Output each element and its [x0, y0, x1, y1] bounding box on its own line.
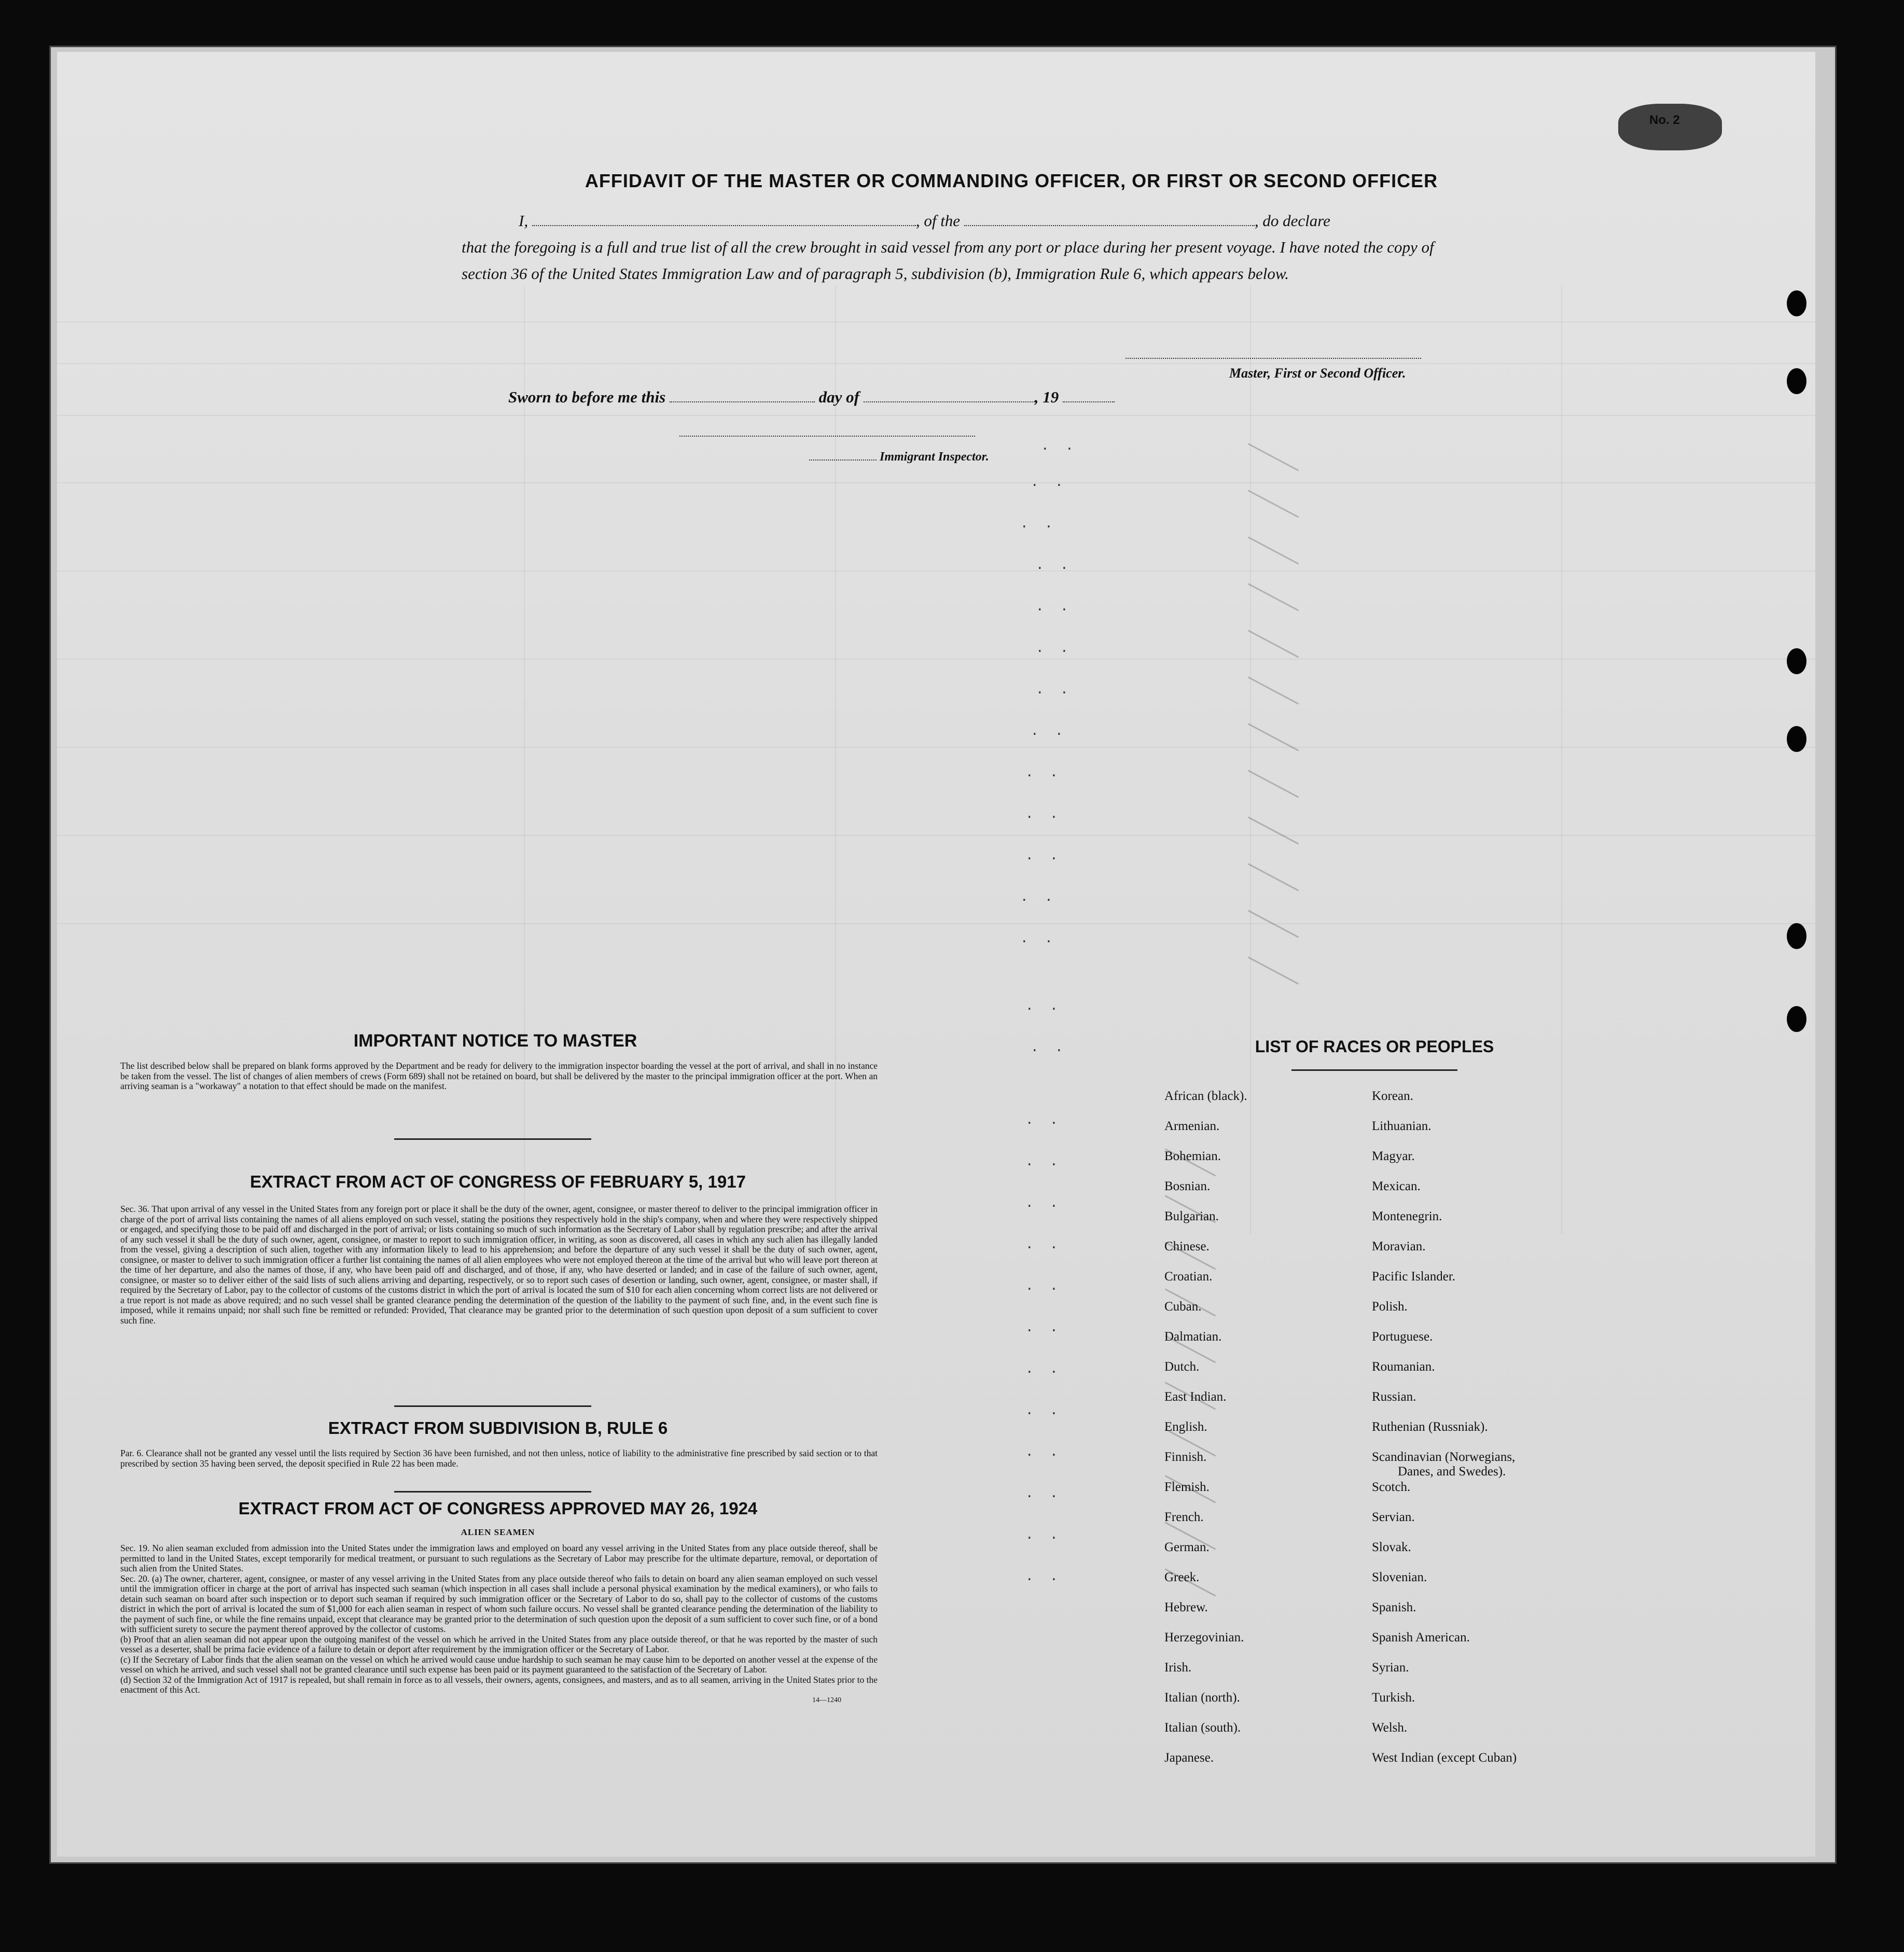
- race-item: Korean.: [1372, 1089, 1413, 1103]
- ink-blot: [1618, 104, 1722, 150]
- race-item: Russian.: [1372, 1390, 1416, 1404]
- sec-20d: (d) Section 32 of the Immigration Act of 1917 is repealed, but shall remain in force as to all vessels, their owners, agents, consignees, and masters, and as to all seamen, arriving in the United States prior to the enactment of this Act.: [120, 1674, 878, 1695]
- sworn-day-field[interactable]: [670, 388, 815, 402]
- race-item: Servian.: [1372, 1510, 1415, 1524]
- sworn-year-field[interactable]: [1063, 388, 1115, 402]
- sworn-year: , 19: [1034, 388, 1059, 406]
- race-item: Hebrew.: [1164, 1600, 1208, 1614]
- extract-1917-title: EXTRACT FROM ACT OF CONGRESS OF FEBRUARY 5, 1917: [250, 1172, 746, 1191]
- race-item: German.: [1164, 1540, 1210, 1554]
- sec-20b: (b) Proof that an alien seaman did not appear upon the outgoing manifest of the vessel on which he arrived in the United States from any place outside thereof, or that he was reported by the master of such vessel as a deserter, shall be prima facie evidence of a failure to detain or deport after requirement by the immigration officer or the Secretary of Labor.: [120, 1634, 878, 1654]
- race-item: Mexican.: [1372, 1179, 1421, 1193]
- bleed-col: [835, 285, 836, 1234]
- notice-title: IMPORTANT NOTICE TO MASTER: [353, 1031, 637, 1051]
- sworn-month-field[interactable]: [864, 388, 1035, 402]
- race-item: African (black).: [1164, 1089, 1247, 1103]
- affidavit-body: [462, 207, 1473, 287]
- race-item: Italian (south).: [1164, 1721, 1241, 1735]
- extract-rule6-body: Par. 6. Clearance shall not be granted any vessel until the lists required by Section 36 have been furnished, and not then unless, notice of liability to the administrative fine prescribed by said section or to that prescribed by section 35 having been served, the deposit specified in Rule 22 has been made.: [120, 1448, 878, 1469]
- inspector-line[interactable]: [679, 436, 975, 437]
- race-item: Slovenian.: [1372, 1570, 1427, 1584]
- race-item: Moravian.: [1372, 1239, 1426, 1253]
- race-item: Montenegrin.: [1372, 1209, 1442, 1223]
- manifest-page: AFFIDAVIT OF THE MASTER OR COMMANDING OFFICER, OR FIRST OR SECOND OFFICER I, , of the , do declare that the foregoing is a full and true list of all the crew brought in said vessel from any port or place during her present voyage. I have noted the copy of section 36 of the United States Immigration Law and of paragraph 5, subdivision (b), Immigration Rule 6, which appears below. Master, First or Second Officer. Sworn to before me this day of , 19 Immigrant Inspector. . . . . . . . . . . . . . . . . . . . . . . . . . . . . . . . . . . . . . . . . . . . . . . . . . . . . . . IMPORTANT NOTICE TO MASTER The list described below shall be prepared on blank forms approved by the Department and be ready for delivery to the immigration inspector boarding the vessel at the port of arrival, and shall in no instance be taken from the vessel. The list of changes of alien members of crews (Form 689) shall not be retained on board, but shall be delivered by the master to the principal immigration officer at the port. When an arriving seaman is a "workaway" a notation to that effect should be made on the manifest. EXTRACT FROM ACT OF CONGRESS OF FEBRUARY 5, 1917 Sec. 36. That upon arrival of any vessel in the United States from any foreign port or place it shall be the duty of the owner, agent, consignee, or master thereof to deliver to the principal immigration officer in charge of the port of arrival lists containing the names of all aliens employed on such vessel, stating the positions they respectively hold in the ship's company, when and where they were respectively shipped or engaged, and specifying those to be paid off and discharged in the port of arrival; or lists containing so much of such information as the Secretary of Labor shall by regulation prescribe; and after the arrival of any such vessel it shall be the duty of such owner, agent, consignee, or master to report to such immigration officer, in writing, as soon as discovered, all cases in which any such alien has illegally landed from the vessel, giving a description of such alien, together with any information likely to lead to his apprehension; and before the departure of any such vessel it shall be the duty of such owner, agent, consignee, or master to deliver to such immigration officer a further list containing the names of all alien employees who were not employed thereon at the time of the arrival but who will leave port thereon at the time of her departure, and also the names of those, if any, who have been paid off and discharged, and of those, if any, who have deserted or landed; and in case of the failure of such owner, agent, consignee, or master so to deliver either of the said lists of such aliens arriving and departing, respectively, or so to report such cases of desertion or landing, such owner, agent, consignee, or master shall, if required by the Secretary of Labor, pay to the collector of customs of the customs district in which the port of arrival is located the sum of $10 for each alien concerning whom correct lists are not delivered or a true report is not made as above required; and no such vessel shall be granted clearance pending the determination of the question of the liability to the payment of such fine, and, in the event such fine is imposed, while it remains unpaid; nor shall such fine be remitted or refunded: Provided, That clearance may be granted prior to the determination of such question upon deposit of a sum sufficient to cover such fine. EXTRACT FROM SUBDIVISION B, RULE 6 Par. 6. Clearance shall not be granted any vessel until the lists required by Section 36 have been furnished, and not then unless, notice of liability to the administrative fine prescribed by said section or to that prescribed by section 35 having been served, the deposit specified in Rule 22 has been made. EXTRACT FROM ACT OF CONGRESS APPROVED MAY 26, 1924 ALIEN SEAMEN Sec. 19. No alien seaman excluded from admission into the United States under the immigration laws and employed on board any vessel arriving in the United States from any place outside thereof, shall be permitted to land in the United States, except temporarily for medical treatment, or pursuant to such regulations as the Secretary of Labor may prescribe for the ultimate departure, removal, or deportation of such alien from the United States. Sec. 20. (a) The owner, charterer, agent, consignee, or master of any vessel arriving in the United States from any place outside thereof who fails to detain on board any alien seaman employed on such vessel until the immigration officer in charge at the port of arrival has inspected such seaman (which inspection in all cases shall include a personal physical examination by the medical examiners), or who fails to detain such seaman on board after such inspection or to deport such seaman if required by such immigration officer or the Secretary of Labor to do so, shall pay to the collector of customs of the customs district in which the port of arrival is located the sum of $1,000 for each alien seaman in respect of whom such failure occurs. No vessel shall be granted clearance pending the determination of the liability to the payment of such fine, or while the fine remains unpaid, except that clearance may be granted prior to the determination of such question upon the deposit of a sum sufficient to cover such fine, or of a bond with sufficient surety to secure the payment thereof approved by the collector of customs. (b) Proof that an alien seaman did not appear upon the outgoing manifest of the vessel on which he arrived in the United States from any place outside thereof, or that he was reported by the master of such vessel as a deserter, shall be prima facie evidence of a failure to detain or deport after requirement by the immigration officer or the Secretary of Labor. (c) If the Secretary of Labor finds that the alien seaman on the vessel on which he arrived would cause undue hardship to such seaman he may cause him to be deported on another vessel at the expense of the vessel on which he arrived, and such vessel shall not be granted clearance until such expense has been paid or its payment guaranteed to the satisfaction of the Secretary of Labor. (d) Section 32 of the Immigration Act of 1917 is repealed, but shall remain in force as to all vessels, their owners, agents, consignees, and masters, and as to all seamen, arriving in the United States prior to the enactment of this Act. 14—1240 LIST OF RACES OR PEOPLES African (black). Armenian. Bohemian. Bosnian. Bulgarian. Chinese. Croatian. Cuban. Dalmatian. Dutch. East Indian. English. Finnish. Flemish. French. German. Greek. Hebrew. Herzegovinian. Irish. Italian (north). Italian (south). Japanese. Korean. Lithuanian. Magyar. Mexican. Montenegrin. Moravian. Pacific Islander. Polish. Portuguese. Roumanian. Russian. Ruthenian (Russniak). Scandinavian (Norwegians, Danes, and Swedes). Scotch. Servian. Slovak. Slovenian. Spanish. Spanish American. Syrian. Turkish. Welsh. West Indian (except Cuban): [57, 52, 1815, 1857]
- race-item: Bosnian.: [1164, 1179, 1211, 1193]
- race-item: Bulgarian.: [1164, 1209, 1219, 1223]
- divider: [394, 1405, 591, 1407]
- bleed-col: [1561, 285, 1562, 1234]
- race-item: Greek.: [1164, 1570, 1200, 1584]
- race-item: Pacific Islander.: [1372, 1270, 1456, 1284]
- race-item: Italian (north).: [1164, 1691, 1240, 1705]
- race-item: Lithuanian.: [1372, 1119, 1432, 1133]
- bleed-rule: [57, 747, 1815, 748]
- race-item: Polish.: [1372, 1300, 1408, 1314]
- extract-1924-title: EXTRACT FROM ACT OF CONGRESS APPROVED MAY 26, 1924: [238, 1499, 758, 1518]
- handwriting-faint: [1214, 1722, 1219, 1748]
- extract-rule6-title: EXTRACT FROM SUBDIVISION B, RULE 6: [328, 1418, 668, 1438]
- race-item: Ruthenian (Russniak).: [1372, 1420, 1488, 1434]
- extract-1924-body: [120, 1543, 878, 1705]
- race-item: Cuban.: [1164, 1300, 1202, 1314]
- race-item: Japanese.: [1164, 1751, 1214, 1765]
- race-item: Spanish.: [1372, 1600, 1416, 1614]
- affidavit-of: , of the: [915, 212, 961, 230]
- sec-19: Sec. 19. No alien seaman excluded from admission into the United States under the immigration laws and employed on board any vessel arriving in the United States from any place outside thereof, shall be permitted to land in the United States, except temporarily for medical treatment, or pursuant to such regulations as the Secretary of Labor may prescribe for the ultimate departure, removal, or deportation of such alien from the United States.: [120, 1543, 878, 1573]
- form-number: 14—1240: [812, 1696, 841, 1704]
- race-item: Dalmatian.: [1164, 1330, 1222, 1344]
- race-item: Croatian.: [1164, 1270, 1213, 1284]
- affidavit-title: AFFIDAVIT OF THE MASTER OR COMMANDING OFFICER, OR FIRST OR SECOND OFFICER: [585, 170, 1438, 191]
- race-item: Danes, and Swedes).: [1398, 1465, 1506, 1479]
- race-item: Bohemian.: [1164, 1149, 1221, 1163]
- sec-20c: (c) If the Secretary of Labor finds that the alien seaman on the vessel on which he arrived would cause undue hardship to such seaman he may cause him to be deported on another vessel at the expense of the vessel on which he arrived, and such vessel shall not be granted clearance until such expense has been paid or its payment guaranteed to the satisfaction of the Secretary of Labor.: [120, 1654, 878, 1675]
- affidavit-i: I,: [519, 212, 529, 230]
- bleed-col: [524, 285, 525, 1234]
- race-item: Welsh.: [1372, 1721, 1408, 1735]
- bleed-rule: [57, 923, 1815, 924]
- signature-line[interactable]: [1125, 358, 1421, 359]
- race-item: English.: [1164, 1420, 1207, 1434]
- divider: [1291, 1069, 1457, 1071]
- race-item: East Indian.: [1164, 1390, 1227, 1404]
- race-item: Chinese.: [1164, 1239, 1210, 1253]
- affidavit-line-1: [462, 207, 1473, 234]
- bleed-rule: [57, 570, 1815, 571]
- inspector-label-text: Immigrant Inspector.: [880, 450, 989, 464]
- sworn-line: [508, 388, 1115, 407]
- divider: [394, 1138, 591, 1140]
- race-item: Armenian.: [1164, 1119, 1220, 1133]
- notice-body: The list described below shall be prepared on blank forms approved by the Department and be ready for delivery to the immigration inspector boarding the vessel at the port of arrival, and shall in no instance be taken from the vessel. The list of changes of alien members of crews (Form 689) shall not be retained on board, but shall be delivered by the master to the principal immigration officer at the port. When an arriving seaman is a "workaway" a notation to that effect should be made on the manifest.: [120, 1061, 878, 1091]
- race-item: Roumanian.: [1372, 1360, 1435, 1374]
- race-item: Herzegovinian.: [1164, 1630, 1244, 1644]
- extract-1924-subtitle: ALIEN SEAMEN: [461, 1527, 535, 1537]
- affidavit-statement: that the foregoing is a full and true list of all the crew brought in said vessel from any port or place during her present voyage. I have noted the copy of section 36 of the United States Immigration Law and of paragraph 5, subdivision (b), Immigration Rule 6, which appears below.: [462, 238, 1434, 283]
- bleed-rule: [57, 363, 1815, 364]
- race-item: Turkish.: [1372, 1691, 1415, 1705]
- binder-hole: [1787, 1006, 1806, 1032]
- race-item: Slovak.: [1372, 1540, 1411, 1554]
- binder-hole: [1787, 290, 1806, 316]
- race-item: Portuguese.: [1372, 1330, 1433, 1344]
- bleed-rule: [57, 659, 1815, 660]
- race-item: Irish.: [1164, 1661, 1192, 1675]
- race-item: Magyar.: [1372, 1149, 1415, 1163]
- bleed-rule: [57, 482, 1815, 483]
- bleed-col: [1250, 285, 1251, 1234]
- races-title: LIST OF RACES OR PEOPLES: [1255, 1037, 1494, 1056]
- sec-20a: Sec. 20. (a) The owner, charterer, agent, consignee, or master of any vessel arriving in the United States from any place outside thereof who fails to detain on board any alien seaman employed on such vessel until the immigration officer in charge at the port of arrival has inspected such seaman (which inspection in all cases shall include a personal physical examination by the medical examiners), or who fails to detain such seaman on board after such inspection or to deport such seaman if required by such immigration officer or the Secretary of Labor to do so, shall pay to the collector of customs of the customs district in which the port of arrival is located the sum of $1,000 for each alien seaman in respect of whom such failure occurs. No vessel shall be granted clearance pending the determination of the liability to the payment of such fine, or while the fine remains unpaid, except that clearance may be granted prior to the determination of such question upon the deposit of a sum sufficient to cover such fine, or of a bond with sufficient surety to secure the payment thereof approved by the collector of customs.: [120, 1573, 878, 1634]
- extract-1917-body: Sec. 36. That upon arrival of any vessel in the United States from any foreign port or place it shall be the duty of the owner, agent, consignee, or master thereof to deliver to the principal immigration officer in charge of the port of arrival lists containing the names of all aliens employed on such vessel, stating the positions they respectively hold in the ship's company, when and where they were respectively shipped or engaged, and specifying those to be paid off and discharged in the port of arrival; or lists containing so much of such information as the Secretary of Labor shall by regulation prescribe; and after the arrival of any such vessel it shall be the duty of such owner, agent, consignee, or master to report to such immigration officer, in writing, as soon as discovered, all cases in which any such alien has illegally landed from the vessel, giving a description of such alien, together with any information likely to lead to his apprehension; and before the departure of any such vessel it shall be the duty of such owner, agent, consignee, or master to deliver to such immigration officer a further list containing the names of all alien employees who were not employed thereon at the time of the arrival but who will leave port thereon at the time of her departure, and also the names of those, if any, who have been paid off and discharged, and of those, if any, who have deserted or landed; and in case of the failure of such owner, agent, consignee, or master so to deliver either of the said lists of such aliens arriving and departing, respectively, or so to report such cases of desertion or landing, such owner, agent, consignee, or master shall, if required by the Secretary of Labor, pay to the collector of customs of the customs district in which the port of arrival is located the sum of $10 for each alien concerning whom correct lists are not delivered or a true report is not made as above required; and no such vessel shall be granted clearance pending the determination of the question of the liability to the payment of such fine, and, in the event such fine is imposed, while it remains unpaid; nor shall such fine be remitted or refunded: Provided, That clearance may be granted prior to the determination of such question upon deposit of a sum sufficient to cover such fine.: [120, 1204, 878, 1326]
- bleed-rule: [57, 835, 1815, 836]
- binder-hole: [1787, 726, 1806, 752]
- affidavit-declare: , do declare: [1254, 212, 1330, 230]
- race-item: Flemish.: [1164, 1480, 1210, 1494]
- race-item: Scotch.: [1372, 1480, 1411, 1494]
- race-item: Scandinavian (Norwegians,: [1372, 1450, 1516, 1464]
- bleed-rule: [57, 415, 1815, 416]
- divider: [394, 1491, 591, 1493]
- race-item: West Indian (except Cuban): [1372, 1751, 1517, 1765]
- vessel-field[interactable]: [964, 212, 1255, 226]
- binder-hole: [1787, 923, 1806, 949]
- signature-label: Master, First or Second Officer.: [1229, 366, 1406, 381]
- name-field[interactable]: [532, 212, 916, 226]
- bleed-rule: [57, 322, 1815, 323]
- race-item: Finnish.: [1164, 1450, 1207, 1464]
- sworn-dayof: day of: [818, 388, 859, 406]
- race-item: Dutch.: [1164, 1360, 1200, 1374]
- race-item: French.: [1164, 1510, 1204, 1524]
- race-item: Spanish American.: [1372, 1630, 1470, 1644]
- sworn-text: Sworn to before me this: [508, 388, 666, 406]
- race-item: Syrian.: [1372, 1661, 1409, 1675]
- binder-hole: [1787, 648, 1806, 674]
- binder-hole: [1787, 368, 1806, 394]
- inspector-label: [809, 450, 989, 464]
